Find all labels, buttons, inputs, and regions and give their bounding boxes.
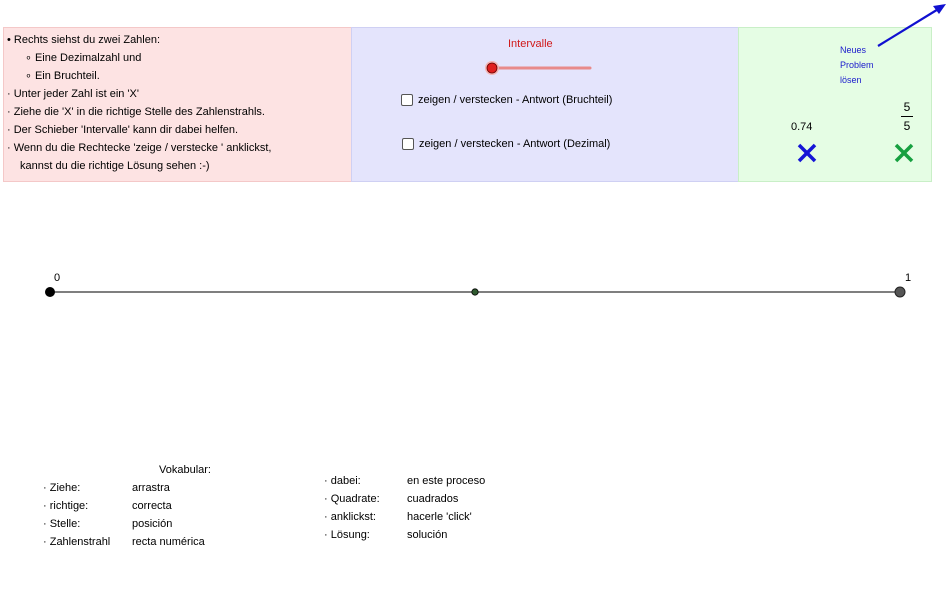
vocab-translation: arrastra bbox=[132, 482, 170, 494]
vocab-term: · Ziehe: bbox=[43, 482, 81, 494]
instructions-panel bbox=[3, 27, 352, 182]
x-fraction-marker[interactable] bbox=[893, 142, 915, 164]
x-decimal-marker[interactable] bbox=[796, 142, 818, 164]
instruction-line: · Unter jeder Zahl ist ein 'X' bbox=[7, 88, 139, 100]
vocab-translation: solución bbox=[407, 529, 448, 541]
new-problem-label-line[interactable]: lösen bbox=[840, 75, 862, 85]
vocab-left-translations bbox=[132, 479, 205, 551]
vocab-translation: cuadrados bbox=[407, 493, 459, 505]
number-line bbox=[40, 282, 915, 302]
vocab-right-terms bbox=[324, 472, 380, 544]
slider-label: Intervalle bbox=[508, 38, 553, 50]
vocab-left-terms bbox=[43, 479, 110, 551]
number-line-mid-point bbox=[472, 289, 478, 295]
vocab-term: · Stelle: bbox=[43, 518, 81, 530]
checkbox-decimal-label[interactable]: zeigen / verstecken - Antwort (Dezimal) bbox=[419, 138, 611, 150]
slider-handle[interactable] bbox=[487, 63, 497, 73]
fraction-bar bbox=[901, 116, 913, 117]
checkbox-fraction[interactable] bbox=[401, 94, 413, 106]
instruction-line: ∘ Eine Dezimalzahl und bbox=[25, 52, 142, 64]
fraction-number bbox=[899, 100, 915, 133]
intervalle-slider[interactable] bbox=[482, 58, 592, 78]
vocab-term: · Zahlenstrahl bbox=[43, 536, 111, 548]
checkbox-fraction-label[interactable]: zeigen / verstecken - Antwort (Bruchteil) bbox=[418, 94, 613, 106]
number-line-start-label: 0 bbox=[54, 272, 61, 284]
vocab-term: · dabei: bbox=[324, 475, 361, 487]
vocab-translation: posición bbox=[132, 518, 173, 530]
instruction-line: · Wenn du die Rechtecke 'zeige / verstecke ' anklickst, bbox=[7, 142, 272, 154]
vocab-translation: correcta bbox=[132, 500, 172, 512]
new-problem-arrow-icon bbox=[870, 0, 952, 52]
vocabulary-title: Vokabular: bbox=[159, 464, 211, 476]
instruction-line: · Ziehe die 'X' in die richtige Stelle des Zahlenstrahls. bbox=[7, 106, 265, 118]
instruction-line: ∘ Ein Bruchteil. bbox=[25, 70, 100, 82]
instruction-line: • Rechts siehst du zwei Zahlen: bbox=[7, 34, 161, 46]
decimal-number: 0.74 bbox=[791, 121, 813, 133]
vocab-term: · richtige: bbox=[43, 500, 89, 512]
new-problem-label-line[interactable]: Neues bbox=[840, 45, 867, 55]
instruction-line: · Der Schieber 'Intervalle' kann dir dabei helfen. bbox=[7, 124, 239, 136]
vocab-term: · anklickst: bbox=[324, 511, 376, 523]
vocab-translation: en este proceso bbox=[407, 475, 486, 487]
checkbox-decimal[interactable] bbox=[402, 138, 414, 150]
vocab-translation: recta numérica bbox=[132, 536, 205, 548]
new-problem-button[interactable] bbox=[840, 43, 874, 88]
number-line-end-point bbox=[895, 287, 905, 297]
fraction-denominator: 5 bbox=[903, 119, 911, 133]
vocab-term: · Lösung: bbox=[324, 529, 370, 541]
instruction-line: kannst du die richtige Lösung sehen :-) bbox=[20, 160, 210, 172]
fraction-numerator: 5 bbox=[903, 100, 911, 114]
new-problem-label-line[interactable]: Problem bbox=[840, 60, 874, 70]
number-line-end-label: 1 bbox=[905, 272, 912, 284]
vocab-translation: hacerle 'click' bbox=[407, 511, 472, 523]
vocab-right-translations bbox=[407, 472, 485, 544]
number-line-start-point bbox=[45, 287, 55, 297]
vocab-term: · Quadrate: bbox=[324, 493, 380, 505]
controls-panel bbox=[351, 27, 739, 182]
